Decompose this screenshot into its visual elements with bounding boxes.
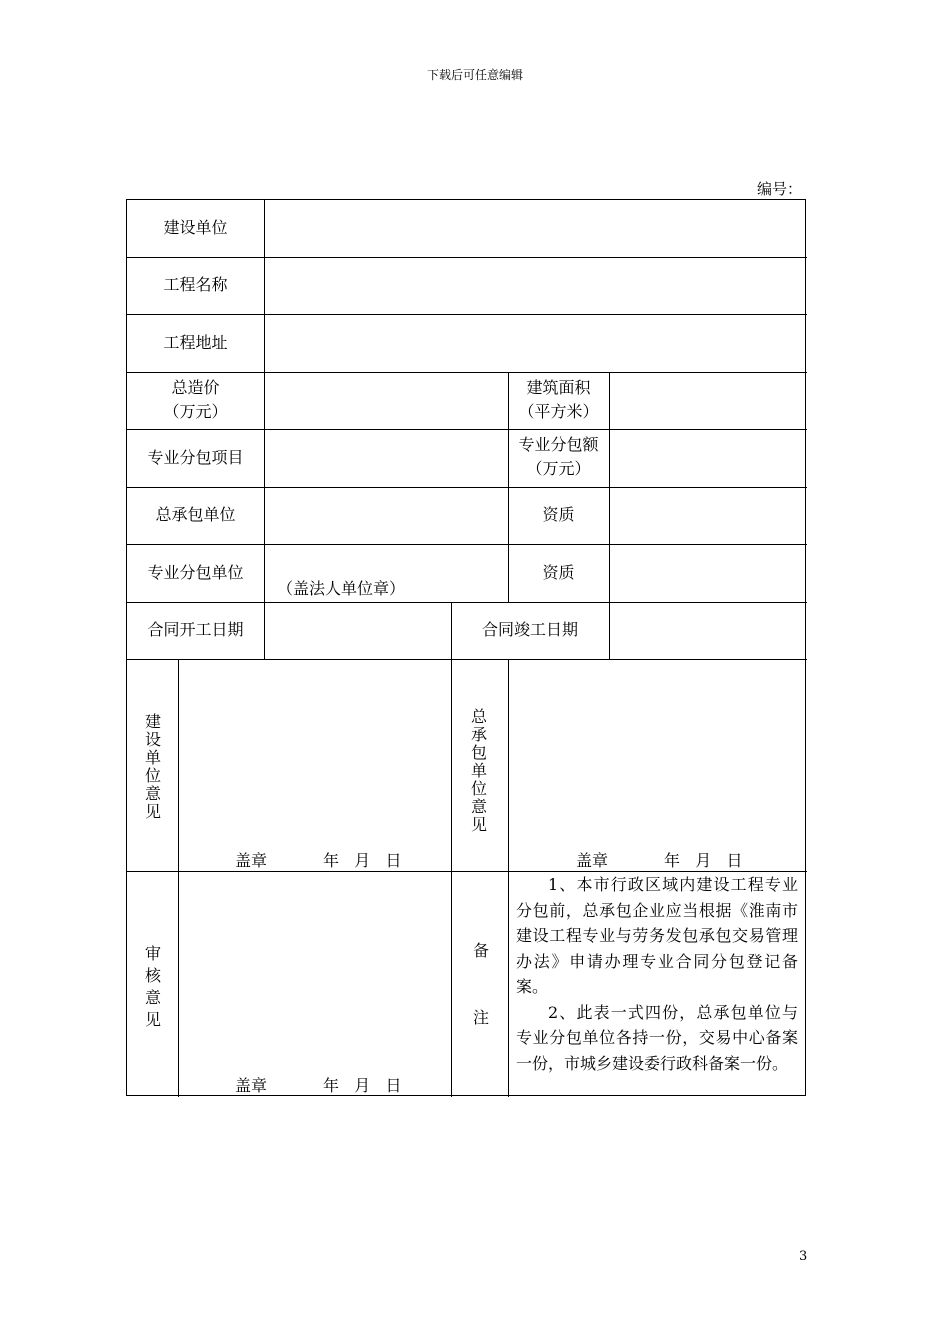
review-opinion-label: 审核意见 <box>144 944 161 1029</box>
total-cost-unit: （万元） <box>163 402 228 421</box>
page-number: 3 <box>799 1249 808 1264</box>
header-note: 下载后可任意编辑 <box>426 68 523 82</box>
review-seal-date: 盖章 年 月 日 <box>235 1076 402 1095</box>
building-area-unit: （平方米） <box>518 402 599 421</box>
qualification-label-1: 资质 <box>542 505 575 524</box>
remarks-notes <box>516 872 798 1076</box>
remarks-label-top: 备 <box>472 941 489 960</box>
total-cost-label: 总造价 <box>171 378 220 397</box>
general-contractor-label: 总承包单位 <box>155 505 236 524</box>
note-1: 1、本市行政区域内建设工程专业分包前，总承包企业应当根据《淮南市建设工程专业与劳务发包承包交易管理办法》申请办理专业合同分包登记备案。 <box>516 875 798 996</box>
seal-note: （盖法人单位章） <box>277 579 406 598</box>
remarks-label-bottom: 注 <box>472 1008 489 1027</box>
project-name-label: 工程名称 <box>163 275 228 294</box>
general-contractor-seal-date: 盖章 年 月 日 <box>576 851 743 870</box>
serial-number-label: 编号： <box>757 180 803 198</box>
subcontractor-label: 专业分包单位 <box>147 563 244 582</box>
building-area-label: 建筑面积 <box>526 378 591 397</box>
subcontract-item-label: 专业分包项目 <box>147 448 244 467</box>
construction-unit-label: 建设单位 <box>163 218 228 237</box>
note-2: 2、此表一式四份，总承包单位与专业分包单位各持一份，交易中心备案一份，市城乡建设委行政科备案一份。 <box>516 1002 798 1073</box>
project-address-label: 工程地址 <box>163 333 228 352</box>
construction-unit-seal-date: 盖章 年 月 日 <box>235 851 402 870</box>
subcontract-amount-unit: （万元） <box>526 459 591 478</box>
contract-end-label: 合同竣工日期 <box>481 620 578 639</box>
subcontract-amount-label: 专业分包额 <box>518 435 599 454</box>
construction-unit-opinion-label: 建设单位意见 <box>144 712 161 821</box>
general-contractor-opinion-label: 总承包单位意见 <box>470 707 487 834</box>
qualification-label-2: 资质 <box>542 563 575 582</box>
contract-start-label: 合同开工日期 <box>147 620 244 639</box>
subcontract-registration-form <box>126 199 806 1096</box>
